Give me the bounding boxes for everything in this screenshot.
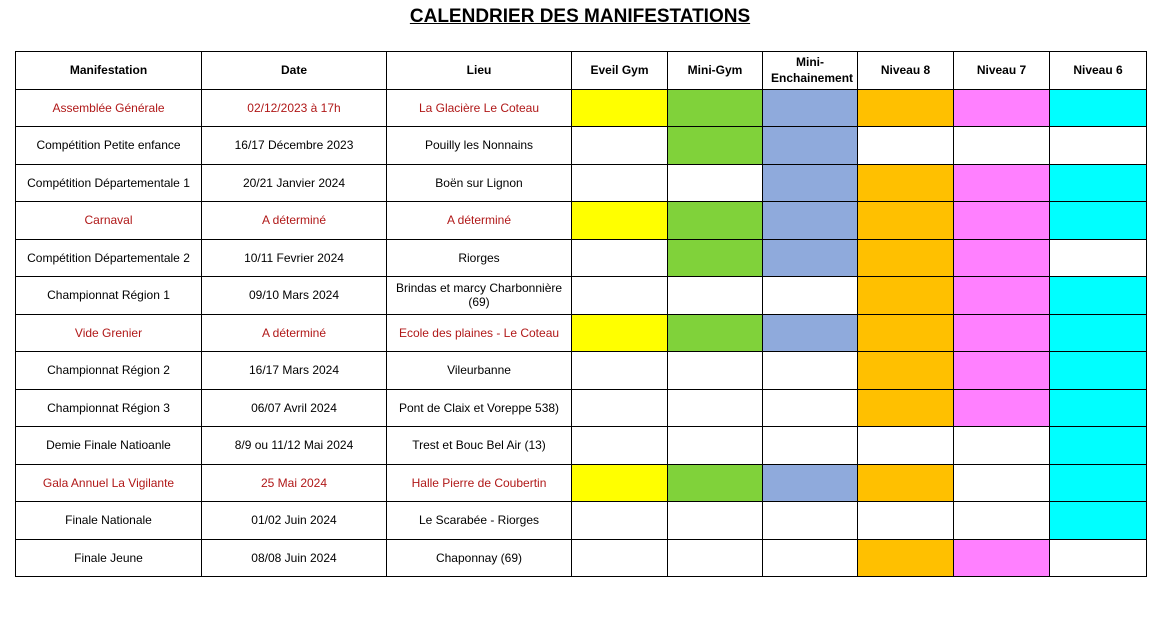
header-mini-enchainement: Mini-Enchainement xyxy=(763,52,858,90)
cell-date: A déterminé xyxy=(202,314,387,352)
cell-manifestation: Carnaval xyxy=(16,202,202,240)
cell-lieu: Vileurbanne xyxy=(387,352,572,390)
table-row xyxy=(16,277,1147,315)
cell-date: 09/10 Mars 2024 xyxy=(202,277,387,315)
swatch-eveil-gym xyxy=(572,239,668,277)
swatch-mini-gym xyxy=(668,202,763,240)
table-row xyxy=(16,427,1147,465)
swatch-mini-gym xyxy=(668,239,763,277)
cell-manifestation: Gala Annuel La Vigilante xyxy=(16,464,202,502)
swatch-niveau-6 xyxy=(1050,202,1147,240)
swatch-mini-enchainement xyxy=(763,464,858,502)
cell-manifestation: Compétition Petite enfance xyxy=(16,127,202,165)
swatch-niveau-7 xyxy=(954,502,1050,540)
swatch-niveau-6 xyxy=(1050,502,1147,540)
header-niveau-6: Niveau 6 xyxy=(1050,52,1147,90)
swatch-niveau-8 xyxy=(858,427,954,465)
swatch-mini-gym xyxy=(668,164,763,202)
swatch-niveau-7 xyxy=(954,127,1050,165)
cell-lieu: Le Scarabée - Riorges xyxy=(387,502,572,540)
swatch-mini-gym xyxy=(668,127,763,165)
swatch-niveau-8 xyxy=(858,352,954,390)
table-row xyxy=(16,127,1147,165)
table-row xyxy=(16,239,1147,277)
table-row xyxy=(16,539,1147,577)
cell-date: 16/17 Mars 2024 xyxy=(202,352,387,390)
cell-lieu: Pont de Claix et Voreppe 538) xyxy=(387,389,572,427)
table-row xyxy=(16,89,1147,127)
cell-lieu: Brindas et marcy Charbonnière (69) xyxy=(387,277,572,315)
swatch-eveil-gym xyxy=(572,89,668,127)
swatch-mini-gym xyxy=(668,464,763,502)
cell-date: 02/12/2023 à 17h xyxy=(202,89,387,127)
swatch-mini-gym xyxy=(668,389,763,427)
swatch-niveau-8 xyxy=(858,464,954,502)
swatch-niveau-7 xyxy=(954,427,1050,465)
swatch-niveau-7 xyxy=(954,164,1050,202)
swatch-niveau-7 xyxy=(954,389,1050,427)
cell-date: 08/08 Juin 2024 xyxy=(202,539,387,577)
swatch-mini-enchainement xyxy=(763,277,858,315)
swatch-mini-gym xyxy=(668,539,763,577)
swatch-mini-enchainement xyxy=(763,239,858,277)
swatch-mini-enchainement xyxy=(763,127,858,165)
cell-date: 10/11 Fevrier 2024 xyxy=(202,239,387,277)
swatch-niveau-7 xyxy=(954,89,1050,127)
swatch-niveau-6 xyxy=(1050,277,1147,315)
swatch-niveau-6 xyxy=(1050,389,1147,427)
swatch-mini-enchainement xyxy=(763,314,858,352)
swatch-niveau-6 xyxy=(1050,427,1147,465)
table-row xyxy=(16,502,1147,540)
swatch-mini-enchainement xyxy=(763,202,858,240)
cell-lieu: Ecole des plaines - Le Coteau xyxy=(387,314,572,352)
swatch-eveil-gym xyxy=(572,539,668,577)
swatch-eveil-gym xyxy=(572,389,668,427)
cell-manifestation: Compétition Départementale 1 xyxy=(16,164,202,202)
cell-lieu: A déterminé xyxy=(387,202,572,240)
cell-manifestation: Assemblée Générale xyxy=(16,89,202,127)
swatch-niveau-6 xyxy=(1050,539,1147,577)
cell-lieu: Trest et Bouc Bel Air (13) xyxy=(387,427,572,465)
header-eveil-gym: Eveil Gym xyxy=(572,52,668,90)
swatch-mini-enchainement xyxy=(763,427,858,465)
swatch-mini-enchainement xyxy=(763,164,858,202)
swatch-mini-enchainement xyxy=(763,502,858,540)
swatch-mini-enchainement xyxy=(763,539,858,577)
swatch-niveau-8 xyxy=(858,89,954,127)
swatch-eveil-gym xyxy=(572,277,668,315)
table-row xyxy=(16,314,1147,352)
swatch-mini-gym xyxy=(668,314,763,352)
cell-manifestation: Finale Jeune xyxy=(16,539,202,577)
cell-manifestation: Compétition Départementale 2 xyxy=(16,239,202,277)
swatch-mini-enchainement xyxy=(763,352,858,390)
cell-lieu: Pouilly les Nonnains xyxy=(387,127,572,165)
swatch-niveau-8 xyxy=(858,164,954,202)
cell-date: 16/17 Décembre 2023 xyxy=(202,127,387,165)
swatch-niveau-6 xyxy=(1050,464,1147,502)
cell-date: 01/02 Juin 2024 xyxy=(202,502,387,540)
swatch-niveau-8 xyxy=(858,539,954,577)
swatch-niveau-7 xyxy=(954,539,1050,577)
table-row xyxy=(16,164,1147,202)
swatch-niveau-6 xyxy=(1050,164,1147,202)
cell-date: A déterminé xyxy=(202,202,387,240)
header-mini-gym: Mini-Gym xyxy=(668,52,763,90)
swatch-mini-gym xyxy=(668,89,763,127)
table-row xyxy=(16,202,1147,240)
swatch-niveau-8 xyxy=(858,502,954,540)
cell-manifestation: Championnat Région 2 xyxy=(16,352,202,390)
swatch-niveau-8 xyxy=(858,389,954,427)
swatch-eveil-gym xyxy=(572,127,668,165)
swatch-niveau-6 xyxy=(1050,89,1147,127)
cell-manifestation: Demie Finale Natioanle xyxy=(16,427,202,465)
cell-lieu: Halle Pierre de Coubertin xyxy=(387,464,572,502)
header-niveau-8: Niveau 8 xyxy=(858,52,954,90)
swatch-niveau-8 xyxy=(858,277,954,315)
swatch-niveau-7 xyxy=(954,277,1050,315)
swatch-niveau-8 xyxy=(858,314,954,352)
cell-lieu: Riorges xyxy=(387,239,572,277)
swatch-mini-gym xyxy=(668,352,763,390)
header-row xyxy=(16,52,1147,90)
swatch-niveau-7 xyxy=(954,352,1050,390)
swatch-eveil-gym xyxy=(572,464,668,502)
cell-lieu: La Glacière Le Coteau xyxy=(387,89,572,127)
cell-date: 20/21 Janvier 2024 xyxy=(202,164,387,202)
swatch-eveil-gym xyxy=(572,314,668,352)
swatch-niveau-7 xyxy=(954,202,1050,240)
table-row xyxy=(16,389,1147,427)
swatch-eveil-gym xyxy=(572,502,668,540)
swatch-niveau-7 xyxy=(954,239,1050,277)
swatch-niveau-7 xyxy=(954,314,1050,352)
header-manifestation: Manifestation xyxy=(16,52,202,90)
header-date: Date xyxy=(202,52,387,90)
page-title: CALENDRIER DES MANIFESTATIONS xyxy=(409,6,751,27)
cell-date: 25 Mai 2024 xyxy=(202,464,387,502)
cell-lieu: Chaponnay (69) xyxy=(387,539,572,577)
cell-date: 06/07 Avril 2024 xyxy=(202,389,387,427)
cell-date: 8/9 ou 11/12 Mai 2024 xyxy=(202,427,387,465)
swatch-mini-gym xyxy=(668,277,763,315)
swatch-eveil-gym xyxy=(572,202,668,240)
swatch-niveau-6 xyxy=(1050,127,1147,165)
cell-manifestation: Championnat Région 1 xyxy=(16,277,202,315)
table-row xyxy=(16,352,1147,390)
events-calendar-table xyxy=(15,51,1147,577)
swatch-niveau-8 xyxy=(858,202,954,240)
header-niveau-7: Niveau 7 xyxy=(954,52,1050,90)
swatch-niveau-6 xyxy=(1050,352,1147,390)
swatch-mini-enchainement xyxy=(763,389,858,427)
swatch-mini-gym xyxy=(668,502,763,540)
header-lieu: Lieu xyxy=(387,52,572,90)
swatch-niveau-8 xyxy=(858,239,954,277)
swatch-mini-gym xyxy=(668,427,763,465)
swatch-niveau-7 xyxy=(954,464,1050,502)
table-body xyxy=(16,89,1147,577)
swatch-niveau-6 xyxy=(1050,239,1147,277)
swatch-eveil-gym xyxy=(572,164,668,202)
swatch-eveil-gym xyxy=(572,352,668,390)
swatch-niveau-8 xyxy=(858,127,954,165)
swatch-niveau-6 xyxy=(1050,314,1147,352)
swatch-mini-enchainement xyxy=(763,89,858,127)
cell-manifestation: Championnat Région 3 xyxy=(16,389,202,427)
cell-lieu: Boën sur Lignon xyxy=(387,164,572,202)
cell-manifestation: Finale Nationale xyxy=(16,502,202,540)
table-row xyxy=(16,464,1147,502)
cell-manifestation: Vide Grenier xyxy=(16,314,202,352)
swatch-eveil-gym xyxy=(572,427,668,465)
